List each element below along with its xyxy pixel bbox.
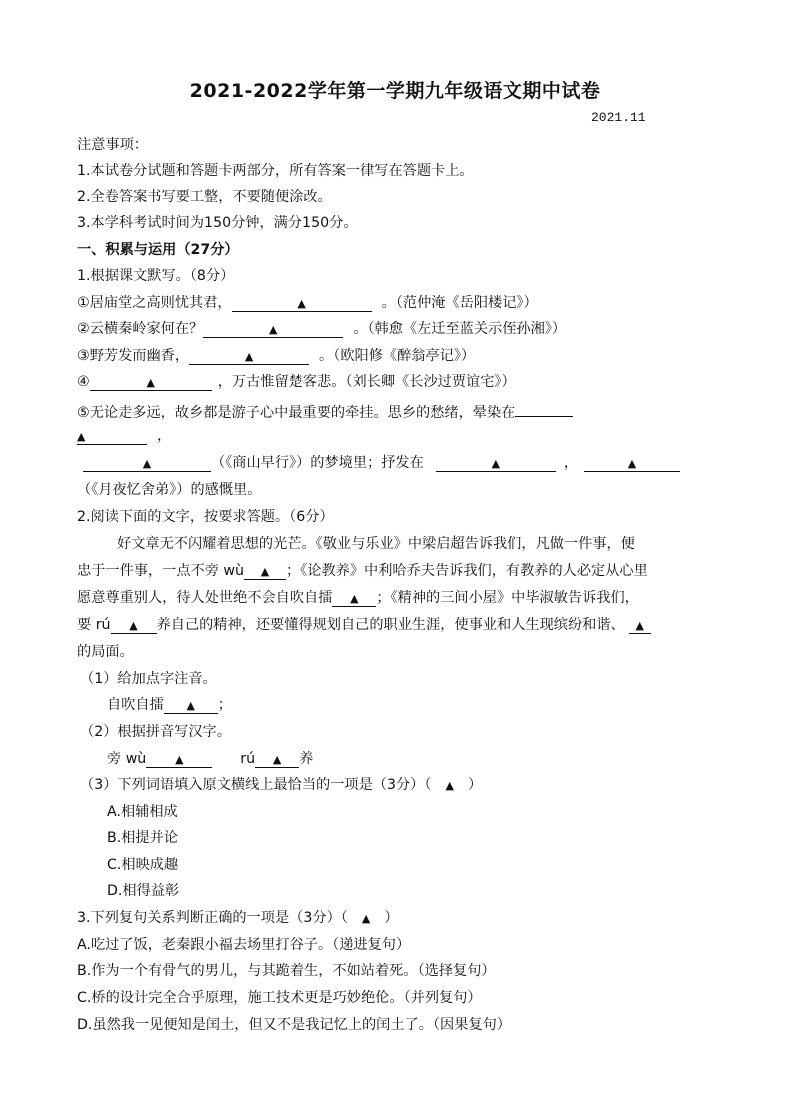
answer-blank[interactable]: [255, 750, 299, 768]
q1-line-source: 。（欧阳修《醉翁亭记》）: [319, 348, 476, 364]
q1-line-text: ①居庙堂之高则忧其君，: [77, 295, 232, 311]
q2-passage-text: ；《精神的三间小屋》中毕淑敏告诉我们，: [376, 590, 639, 606]
q2-item-text: 自吹自擂: [107, 697, 164, 713]
choice-option[interactable]: C.桥的设计完全合乎原理，施工技术更是巧妙绝伦。（并列复句）: [77, 990, 482, 1006]
choice-option[interactable]: B.相提并论: [107, 830, 178, 846]
answer-blank[interactable]: [629, 616, 651, 634]
blank-marker: ▲: [129, 619, 138, 632]
q1-line-source: ，万古惟留楚客悲。（刘长卿《长沙过贾谊宅》）: [217, 374, 516, 390]
answer-blank[interactable]: [332, 589, 376, 607]
blank-marker: ▲: [186, 699, 195, 712]
q3-prompt: [77, 908, 399, 929]
note-item: 2.全卷答案书写要工整，不要随便涂改。: [77, 189, 332, 205]
answer-blank[interactable]: [164, 696, 218, 714]
blank-marker: ▲: [269, 323, 278, 336]
q2-item-text: （3）下列词语填入原文横线上最恰当的一项是（3分）（: [80, 777, 432, 793]
q1-line-source: 。（韩愈《左迁至蓝关示侄孙湘》）: [353, 321, 567, 337]
q3-prompt-text: 3.下列复句关系判断正确的一项是（3分）（: [77, 910, 348, 926]
q2-passage-line: [77, 588, 639, 608]
blank-marker: ▲: [627, 457, 637, 470]
q1-line-1: [77, 293, 538, 313]
q2-item-text: ）: [467, 777, 483, 793]
q1-line-3: [77, 346, 475, 366]
answer-blank[interactable]: [436, 454, 556, 472]
answer-blank[interactable]: [584, 454, 680, 472]
q1-line-6: [77, 426, 171, 446]
q3-prompt-text: ）: [384, 910, 399, 926]
choice-option[interactable]: B.作为一个有骨气的男儿，与其跪着生，不如站着死。（选择复句）: [77, 963, 496, 979]
answer-blank[interactable]: [83, 454, 211, 472]
q2-subquestion-2: （2）根据拼音写汉字。: [80, 724, 231, 740]
q2-passage-line: 好文章无不闪耀着思想的光芒。《敬业与乐业》中梁启超告诉我们，凡做一件事，便: [117, 536, 635, 552]
answer-blank[interactable]: [90, 373, 212, 391]
q1-line-7: [83, 453, 680, 473]
answer-blank[interactable]: [146, 750, 212, 768]
blank-marker: ▲: [297, 297, 306, 310]
answer-blank[interactable]: [244, 562, 286, 580]
choice-option[interactable]: D.虽然我一见便知是闰土，但又不是我记忆上的闰土了。（因果复句）: [77, 1017, 511, 1033]
q1-line-source: 。（范仲淹《岳阳楼记》）: [381, 295, 538, 311]
blank-marker: ▲: [175, 753, 184, 766]
q2-item-text: 养: [299, 751, 314, 767]
blank-marker: ▲: [260, 565, 270, 578]
blank-marker: ▲: [244, 350, 254, 363]
q1-line-text: ⑤无论走多远，故乡都是游子心中最重要的牵挂。思乡的愁绪，晕染在: [77, 405, 516, 421]
answer-slot-marker[interactable]: ▲: [445, 779, 454, 792]
blank-marker: ▲: [142, 457, 152, 470]
q2-item-text: ；: [217, 697, 232, 713]
q1-line-2: [77, 319, 566, 339]
answer-blank[interactable]: [515, 399, 573, 417]
blank-marker: ▲: [77, 430, 86, 443]
exam-date: 2021.11: [591, 110, 646, 125]
q2-item-text: rú: [240, 751, 256, 767]
note-item: 1.本试卷分试题和答题卡两部分，所有答案一律写在答题卡上。: [77, 163, 474, 179]
q2-subquestion-1: （1）给加点字注音。: [80, 671, 217, 687]
answer-blank-continued[interactable]: [77, 427, 147, 445]
exam-title: 2021-2022学年第一学期九年级语文期中试卷: [189, 80, 601, 102]
q1-line-5: [77, 399, 573, 423]
q2-passage-text: 忠于一件事，一点不旁 wù: [77, 563, 244, 579]
answer-blank[interactable]: [111, 616, 157, 634]
notes-heading: 注意事项：: [77, 137, 148, 153]
q1-line-text: ，: [563, 455, 579, 471]
q2-passage-text: 愿意尊重别人，待人处世绝不会自吹自擂: [77, 590, 333, 606]
q2-prompt: 2.阅读下面的文字，按要求答题。（6分）: [77, 509, 334, 525]
choice-option[interactable]: C.相映成趣: [107, 857, 179, 873]
blank-marker: ▲: [146, 376, 155, 389]
q2-subquestion-3: [80, 775, 482, 796]
q1-line-8: （《月夜忆舍弟》）的感慨里。: [77, 482, 262, 498]
q2-passage-text: 要 rú: [77, 617, 111, 633]
answer-blank[interactable]: [189, 347, 309, 365]
q2-passage-line: [77, 615, 651, 635]
q2-subquestion-2-item: [107, 749, 313, 769]
section-heading: 一、积累与运用（27分）: [77, 242, 239, 258]
q1-line-4: [77, 372, 516, 392]
q2-passage-text: ；《论教养》中利哈乔夫告诉我们，有教养的人必定从心里: [285, 563, 648, 579]
answer-blank[interactable]: [203, 320, 343, 338]
q2-passage-line: 的局面。: [77, 644, 134, 660]
q2-passage-text: 养自己的精神，还要懂得规划自己的职业生涯，使事业和人生现缤纷和谐、: [156, 617, 625, 633]
q1-line-text: ，: [157, 428, 172, 444]
q2-item-text: 旁 wù: [107, 751, 147, 767]
blank-marker: ▲: [491, 457, 501, 470]
choice-option[interactable]: A.相辅相成: [107, 804, 178, 820]
q1-line-text: （《商山早行》）的梦境里；抒发在: [211, 455, 424, 471]
q1-line-text: ④: [77, 374, 90, 390]
answer-slot-marker[interactable]: ▲: [361, 912, 371, 925]
blank-marker: ▲: [272, 753, 282, 766]
q1-line-text: ②云横秦岭家何在？: [77, 321, 204, 337]
answer-blank[interactable]: [232, 294, 372, 312]
blank-marker: ▲: [350, 592, 359, 605]
note-item: 3.本学科考试时间为150分钟，满分150分。: [77, 215, 358, 231]
choice-option[interactable]: D.相得益彰: [107, 883, 180, 899]
blank-marker: ▲: [635, 619, 644, 632]
q2-subquestion-1-item: [107, 695, 232, 715]
q1-prompt: 1.根据课文默写。（8分）: [77, 268, 235, 284]
q2-passage-line: [77, 561, 648, 581]
choice-option[interactable]: A.吃过了饭，老秦跟小福去场里打谷子。（递进复句）: [77, 937, 411, 953]
q1-line-text: ③野芳发而幽香，: [77, 348, 190, 364]
